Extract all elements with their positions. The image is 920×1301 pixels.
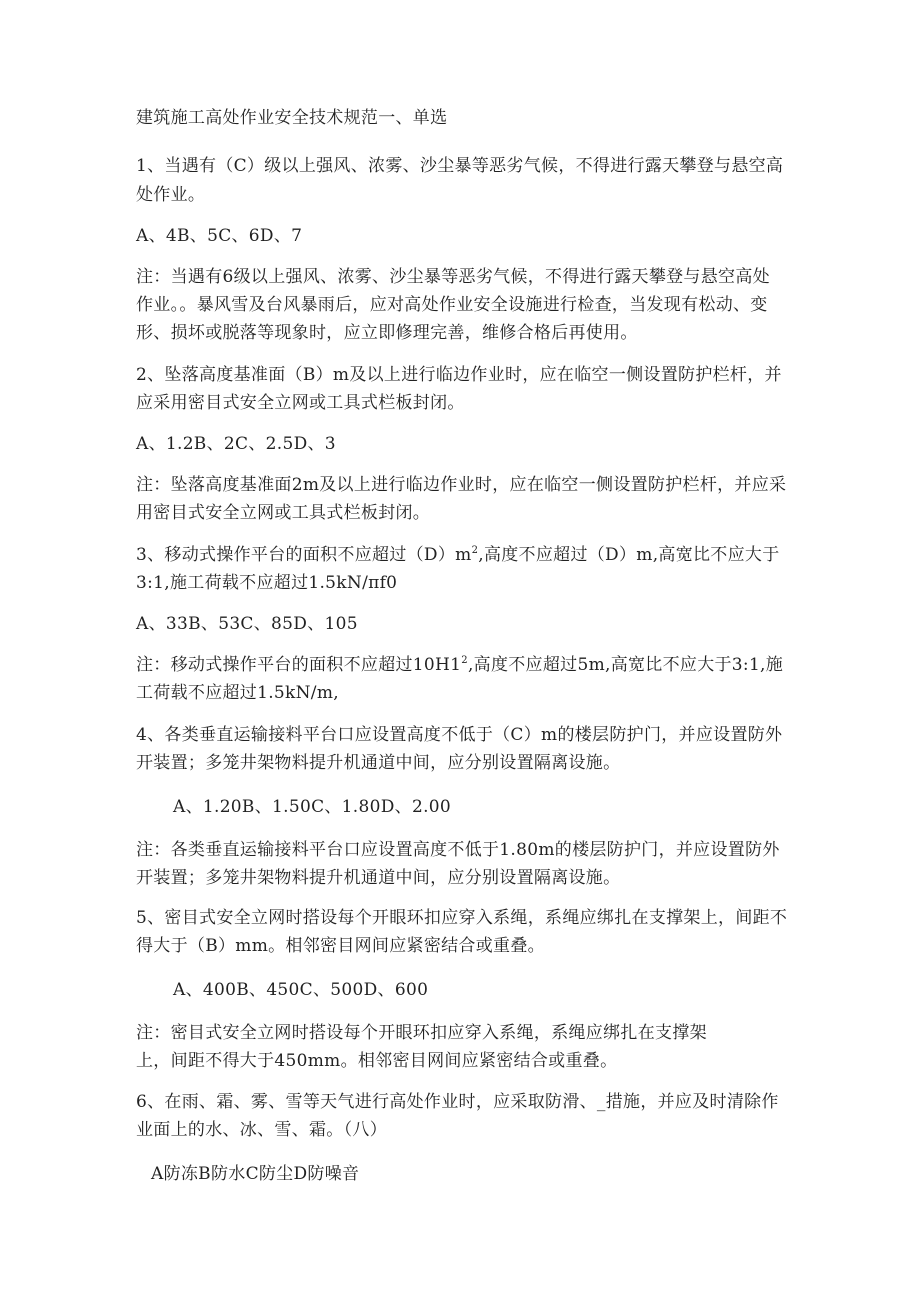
question-2-line-2: 应采用密目式安全立网或工具式栏板封闭。 (136, 393, 465, 413)
note-2-line-1: 注：坠落高度基准面2m及以上进行临边作业时，应在临空一侧设置防护栏杆，并应采 (136, 475, 787, 495)
question-4-options: A、1.20B、1.50C、1.80D、2.00 (173, 797, 452, 817)
question-6-options: A防冻B防水C防尘D防噪音 (151, 1164, 360, 1184)
note-2-line-2: 用密目式安全立网或工具式栏板封闭。 (136, 503, 431, 523)
question-5-line-2: 得大于（B）mm。相邻密目网间应紧密结合或重叠。 (136, 936, 545, 956)
question-4-line-2: 开装置；多笼井架物料提升机通道中间，应分别设置隔离设施。 (136, 753, 621, 773)
note-4-line-1: 注：各类垂直运输接料平台口应设置高度不低于1.80m的楼层防护门，并应设置防外 (136, 840, 780, 860)
question-6-line-2: 业面上的水、冰、雪、霜。（八） (136, 1120, 387, 1140)
note-1-line-1: 注：当遇有6级以上强风、浓雾、沙尘暴等恶劣气候，不得进行露天攀登与悬空高处 (136, 267, 770, 287)
note-3-line-2: 工荷载不应超过1.5kN/m, (136, 683, 339, 703)
question-1-line-1: 1、当遇有（C）级以上强风、浓雾、沙尘暴等恶劣气候，不得进行露天攀登与悬空高 (136, 156, 784, 176)
question-5-line-1: 5、密目式安全立网时搭设每个开眼环扣应穿入系绳，系绳应绑扎在支撑架上，间距不 (136, 908, 788, 928)
question-2-options: A、1.2B、2C、2.5D、3 (136, 434, 336, 454)
document-title: 建筑施工高处作业安全技术规范一、单选 (136, 108, 448, 128)
note-4-line-2: 开装置；多笼井架物料提升机通道中间，应分别设置隔离设施。 (136, 868, 621, 888)
note-5-line-2: 上，间距不得大于450mm。相邻密目网间应紧密结合或重叠。 (136, 1051, 618, 1071)
question-3-line-2: 3:1,施工荷载不应超过1.5kN/πf0 (136, 573, 398, 593)
note-1-line-2: 作业。。暴风雪及台风暴雨后，应对高处作业安全设施进行检查，当发现有松动、变 (136, 295, 768, 315)
superscript: 2 (471, 545, 479, 556)
note-3-line-1: 注：移动式操作平台的面积不应超过$10H1^2$,高度不应超过5m,高宽比不应大于3:1,施 (136, 655, 784, 675)
question-2-line-1: 2、坠落高度基准面（B）m及以上进行临边作业时，应在临空一侧设置防护栏杆，并 (136, 365, 782, 385)
note-5-line-1: 注：密目式安全立网时搭设每个开眼环扣应穿入系绳，系绳应绑扎在支撑架 (136, 1023, 707, 1043)
question-3-options: A、33B、53C、85D、105 (136, 614, 358, 634)
note-1-line-3: 形、损坏或脱落等现象时，应立即修理完善，维修合格后再使用。 (136, 323, 638, 343)
question-1-options: A、4B、5C、6D、7 (136, 226, 303, 246)
question-5-options: A、400B、450C、500D、600 (173, 980, 429, 1000)
superscript: 2 (461, 655, 468, 666)
question-6-line-1: 6、在雨、霜、雾、雪等天气进行高处作业时，应采取防滑、_措施，并应及时清除作 (136, 1092, 779, 1112)
question-1-line-2: 处作业。 (136, 185, 206, 205)
question-3-line-1: 3、移动式操作平台的面积不应超过$(D)m^2$,高度不应超过（D）m,高宽比不应大于 (136, 545, 780, 565)
question-4-line-1: 4、各类垂直运输接料平台口应设置高度不低于（C）m的楼层防护门，并应设置防外 (136, 725, 783, 745)
